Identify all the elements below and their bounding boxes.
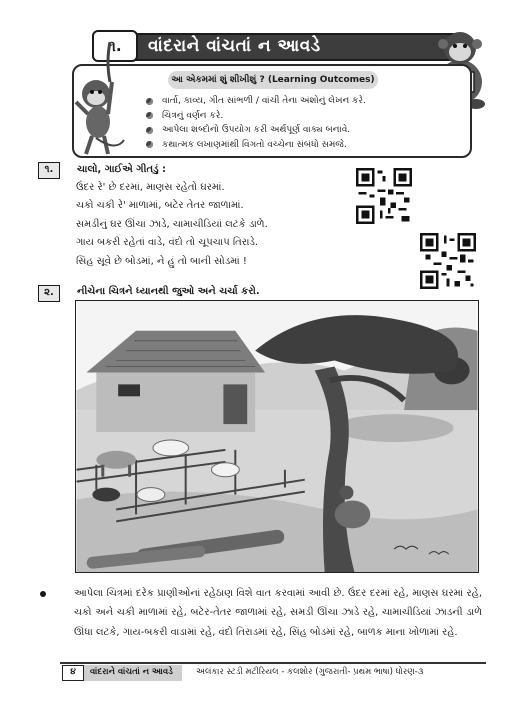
lesson-title: વાંદરાને વાંચતાં ન આવડે — [148, 36, 321, 56]
bullet-icon — [146, 141, 153, 148]
section-heading: નીચેના ચિત્રને ધ્યાનથી જુઓ અને ચર્ચા કરો. — [77, 286, 260, 297]
poem-line: ગાય બકરી રહેતાં વાડે, વંદો તો ચૂપચાપ તિરાડે. — [76, 237, 259, 249]
section-heading: ચાલો, ગાઈએ ગીતડું : — [77, 164, 167, 175]
outcome-item: આપેલા શબ્દોનો ઉપયોગ કરી અર્થપૂર્ણ વાક્ય બનાવે. — [146, 123, 466, 138]
poem-line: સમડીનું ઘર ઊંચા ઝાડે, ચામાચીડિયાં લટકે ડાળે. — [76, 218, 268, 230]
footer-divider — [60, 662, 486, 664]
outcome-item: ચિત્રનું વર્ણન કરે. — [146, 109, 466, 124]
outcomes-title: આ એકમમાં શું શીખીશું ? (Learning Outcomes) — [168, 71, 378, 89]
animal-habitats-illustration — [75, 300, 479, 573]
page-number: ૪ — [62, 665, 84, 681]
lesson-number: ૧. — [92, 30, 138, 62]
section-number: ૨. — [38, 285, 60, 302]
bullet-icon — [146, 112, 153, 119]
qr-code-icon[interactable] — [356, 168, 412, 224]
poem-line: સિંહ સૂવે છે બોડમાં, ને હું તો બાની સોડમાં ! — [76, 255, 247, 267]
footer-book-title: અલંકાર સ્ટડી મટીરિયલ - કલશોર (ગુજરાતી- પ્રથમ ભાષા) ધોરણ-૩ — [196, 667, 424, 677]
bullet-icon — [146, 98, 153, 105]
poem — [76, 179, 356, 271]
outcome-item: કથાત્મક લખાણમાંથી વિગતો વચ્ચેના સંબંધો સમજે. — [146, 138, 466, 153]
outcome-list — [146, 94, 466, 152]
bullet-icon — [146, 127, 153, 134]
section-number: ૧. — [38, 162, 60, 179]
bullet-icon — [40, 591, 46, 597]
monkey-hanging-icon — [66, 42, 136, 162]
poem-line: ચકો ચકી રે' માળામાં, બટેર તેતર જાળામાં. — [76, 200, 244, 212]
footer-chapter: વાંદરાને વાંચતાં ન આવડે — [90, 667, 173, 677]
poem-line: ઉંદર રે' છે દરમાં, માણસ રહેતો ઘરમાં. — [76, 182, 225, 193]
outcome-item: વાર્તા, કાવ્ય, ગીત સાંભળી / વાંચી તેના અંશોનું લેખન કરે. — [146, 94, 466, 109]
qr-code-icon[interactable] — [420, 233, 476, 289]
description-paragraph: આપેલા ચિત્રમાં દરેક પ્રાણીઓનાં રહેઠાણ વિશે વાત કરવામાં આવી છે. ઉંદર દરમાં રહે, માણસ ઘરમાં રહે, ચકો અને ચકી માળામાં રહે, બટેર-તેતર જાળામાં રહે, સમડી ઊંચા ઝાડે રહે, ચામાચીડિયાં ઝાડની ડાળે ઊંધા લટકે, ગાય-બકરી વાડામાં રહે, વંદો તિરાડમાં રહે, સિંહ બોડમાં રહે, બાળક માના ખોળામાં રહે. — [74, 588, 482, 638]
